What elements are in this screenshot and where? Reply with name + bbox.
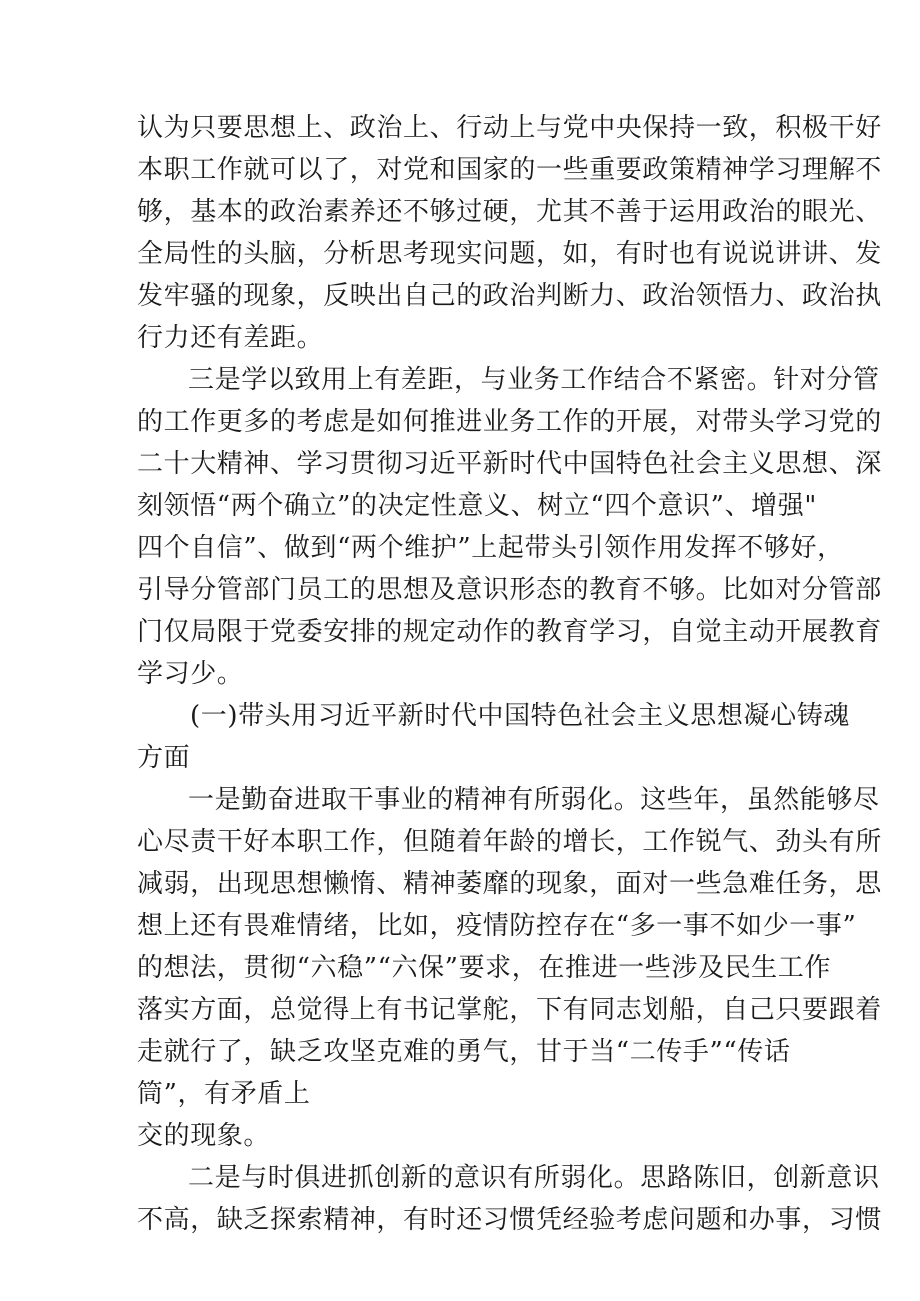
text-line-27: 不高，缺乏探索精神，有时还习惯凭经验考虑问题和办事，习惯 bbox=[137, 1205, 882, 1235]
section-heading-cont: 方面 bbox=[137, 743, 191, 773]
text-line-2: 本职工作就可以了，对党和国家的一些重要政策精神学习理解不 bbox=[137, 155, 882, 185]
text-line-12: 引导分管部门员工的思想及意识形态的教育不够。比如对分管部 bbox=[137, 575, 882, 605]
text-line-1: 认为只要思想上、政治上、行动上与党中央保持一致，积极干好 bbox=[137, 113, 882, 143]
text-line-4: 全局性的头脑，分析思考现实问题，如，有时也有说说讲讲、发 bbox=[137, 239, 882, 269]
text-line-13: 门仅局限于党委安排的规定动作的教育学习，自觉主动开展教育 bbox=[137, 617, 882, 647]
text-line-25: 交的现象。 bbox=[137, 1121, 271, 1151]
text-line-19: 减弱，出现思想懒惰、精神萎靡的现象，面对一些急难任务，思 bbox=[137, 869, 882, 899]
text-line-5: 发牢骚的现象，反映出自己的政治判断力、政治领悟力、政治执 bbox=[137, 281, 882, 311]
text-line-10: 刻领悟“两个确立”的决定性意义、树立“四个意识”、增强" bbox=[137, 491, 817, 521]
text-line-23: 走就行了，缺乏攻坚克难的勇气，甘于当“二传手”“传话 bbox=[137, 1037, 791, 1067]
paragraph-1-start: 一是勤奋进取干事业的精神有所弱化。这些年，虽然能够尽 bbox=[188, 785, 880, 815]
text-line-20: 想上还有畏难情绪，比如，疫情防控存在“多一事不如少一事” bbox=[137, 911, 857, 941]
text-line-24: 筒”，有矛盾上 bbox=[137, 1079, 311, 1109]
text-line-21: 的想法，贯彻“六稳”“六保”要求，在推进一些涉及民生工作 bbox=[137, 953, 831, 983]
text-line-9: 二十大精神、学习贯彻习近平新时代中国特色社会主义思想、深 bbox=[137, 449, 882, 479]
text-line-22: 落实方面，总觉得上有书记掌舵，下有同志划船，自己只要跟着 bbox=[137, 995, 882, 1025]
text-line-18: 心尽责干好本职工作，但随着年龄的增长，工作锐气、劲头有所 bbox=[137, 827, 882, 857]
text-line-14: 学习少。 bbox=[137, 659, 244, 689]
paragraph-2-start: 二是与时俱进抓创新的意识有所弱化。思路陈旧，创新意识 bbox=[188, 1163, 880, 1193]
text-line-11: 四个自信”、做到“两个维护”上起带头引领作用发挥不够好， bbox=[137, 533, 844, 563]
text-line-3: 够，基本的政治素养还不够过硬，尤其不善于运用政治的眼光、 bbox=[137, 197, 882, 227]
text-line-6: 行力还有差距。 bbox=[137, 323, 324, 353]
section-heading: (一)带头用习近平新时代中国特色社会主义思想凝心铸魂 bbox=[190, 701, 850, 731]
text-line-8: 的工作更多的考虑是如何推进业务工作的开展，对带头学习党的 bbox=[137, 407, 882, 437]
paragraph-3-start: 三是学以致用上有差距，与业务工作结合不紧密。针对分管 bbox=[188, 365, 880, 395]
